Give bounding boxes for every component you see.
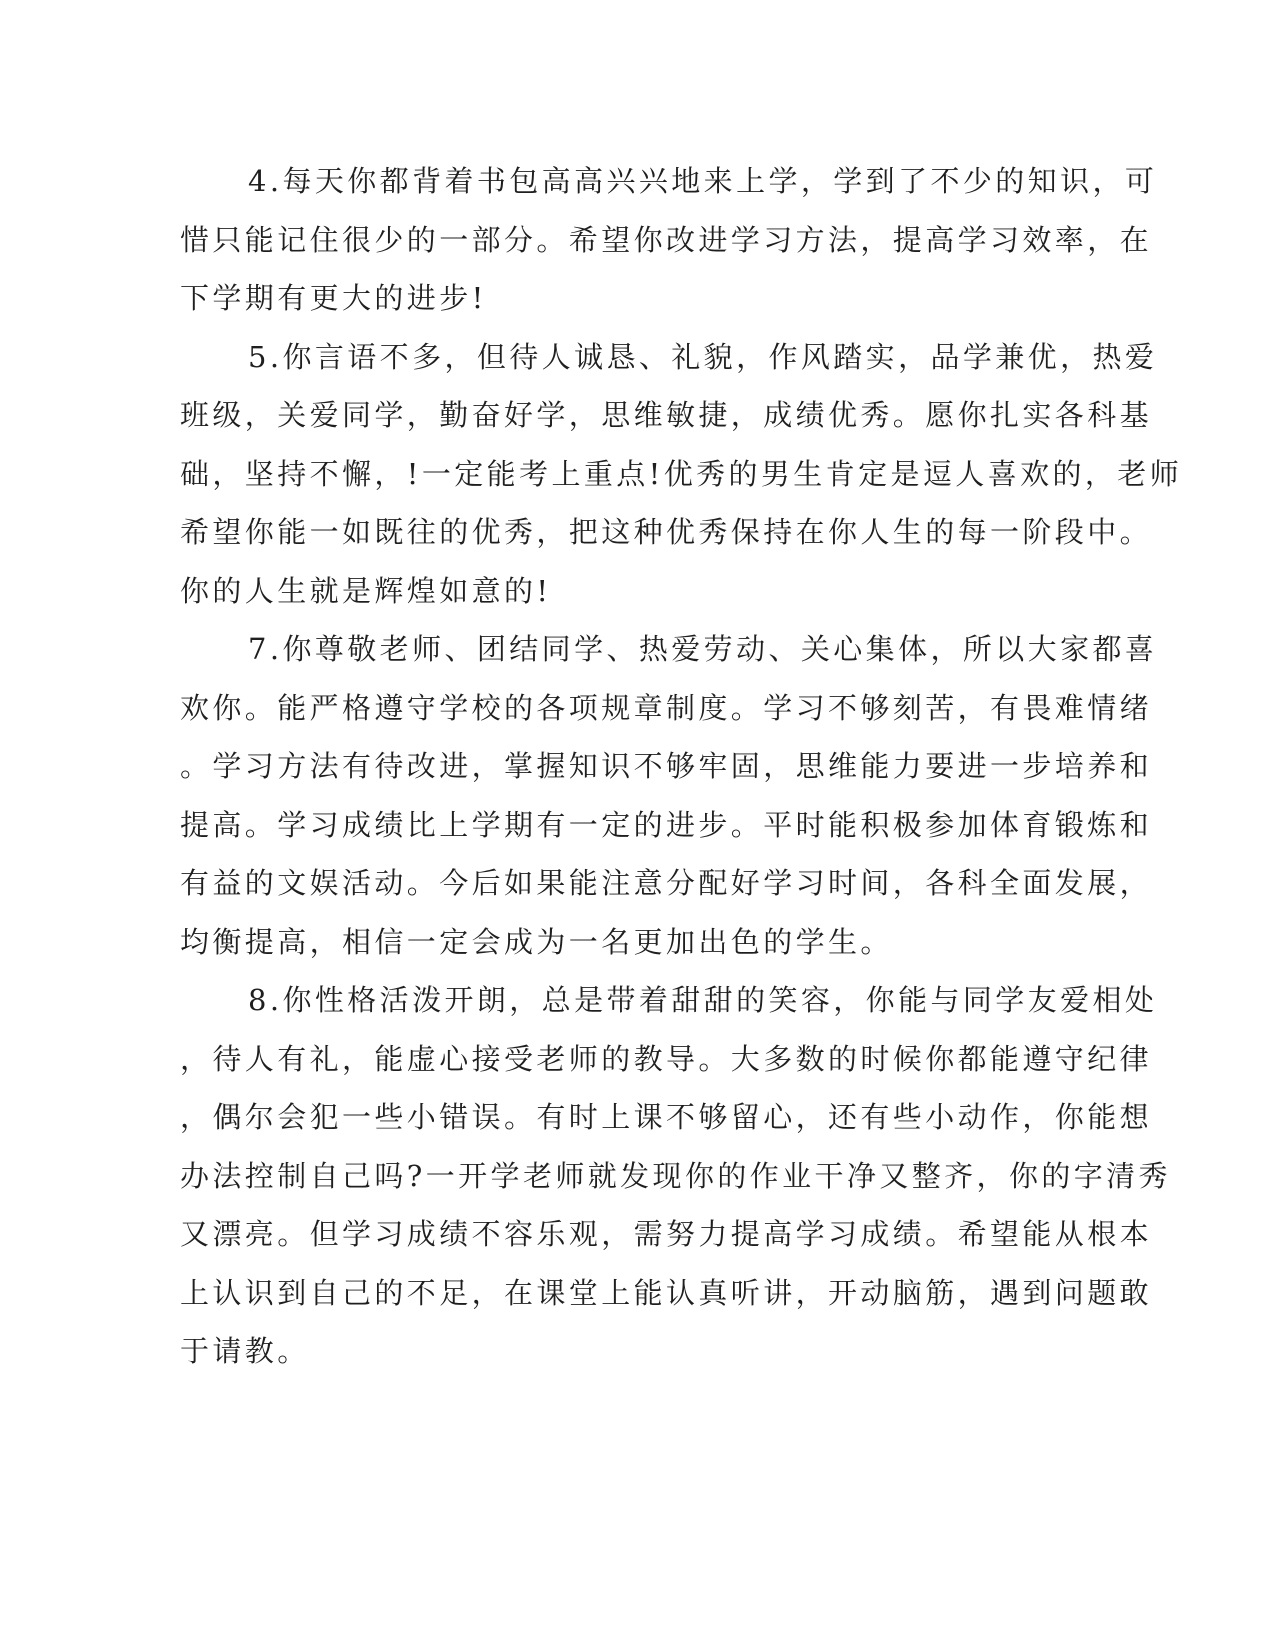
- paragraph-8-line-1: [0, 974, 1275, 1026]
- text-line: 你的人生就是辉煌如意的!: [180, 574, 552, 608]
- paragraph-8-line-3: [0, 1091, 1275, 1143]
- paragraph-8-line-6: [0, 1267, 1275, 1319]
- paragraph-5-line-1: [0, 331, 1275, 383]
- text-line: 7.你尊敬老师、团结同学、热爱劳动、关心集体，所以大家都喜: [248, 632, 1158, 666]
- paragraph-4-line-3: [0, 272, 1275, 324]
- text-line: 均衡提高，相信一定会成为一名更加出色的学生。: [180, 925, 893, 959]
- paragraph-8-line-5: [0, 1208, 1275, 1260]
- text-line: 上认识到自己的不足，在课堂上能认真听讲，开动脑筋，遇到问题敢: [180, 1276, 1153, 1310]
- text-line: 办法控制自己吗?一开学老师就发现你的作业干净又整齐，你的字清秀: [180, 1159, 1171, 1193]
- text-line: 8.你性格活泼开朗，总是带着甜甜的笑容，你能与同学友爱相处: [248, 983, 1158, 1017]
- text-line: ，待人有礼，能虚心接受老师的教导。大多数的时候你都能遵守纪律: [180, 1042, 1153, 1076]
- text-line: 欢你。能严格遵守学校的各项规章制度。学习不够刻苦，有畏难情绪: [180, 691, 1153, 725]
- paragraph-7-line-4: [0, 799, 1275, 851]
- text-line: 5.你言语不多，但待人诚恳、礼貌，作风踏实，品学兼优，热爱: [248, 340, 1158, 374]
- paragraph-8-line-2: [0, 1033, 1275, 1085]
- text-line: 惜只能记住很少的一部分。希望你改进学习方法，提高学习效率，在: [180, 223, 1153, 257]
- text-line: 又漂亮。但学习成绩不容乐观，需努力提高学习成绩。希望能从根本: [180, 1217, 1153, 1251]
- paragraph-7-line-5: [0, 857, 1275, 909]
- text-line: 础，坚持不懈，!一定能考上重点!优秀的男生肯定是逗人喜欢的，老师: [180, 457, 1183, 491]
- text-line: 班级，关爱同学，勤奋好学，思维敏捷，成绩优秀。愿你扎实各科基: [180, 398, 1153, 432]
- paragraph-4-line-2: [0, 214, 1275, 266]
- paragraph-7-line-2: [0, 682, 1275, 734]
- paragraph-8-line-7: [0, 1325, 1275, 1377]
- paragraph-8-line-4: [0, 1150, 1275, 1202]
- paragraph-5-line-5: [0, 565, 1275, 617]
- text-line: 希望你能一如既往的优秀，把这种优秀保持在你人生的每一阶段中。: [180, 515, 1153, 549]
- paragraph-5-line-4: [0, 506, 1275, 558]
- text-line: ，偶尔会犯一些小错误。有时上课不够留心，还有些小动作，你能想: [180, 1100, 1153, 1134]
- text-line: 4.每天你都背着书包高高兴兴地来上学，学到了不少的知识，可: [248, 164, 1158, 198]
- paragraph-7-line-3: [0, 740, 1275, 792]
- text-line: 提高。学习成绩比上学期有一定的进步。平时能积极参加体育锻炼和: [180, 808, 1153, 842]
- text-line: 有益的文娱活动。今后如果能注意分配好学习时间，各科全面发展，: [180, 866, 1153, 900]
- paragraph-7-line-6: [0, 916, 1275, 968]
- text-line: 下学期有更大的进步!: [180, 281, 487, 315]
- paragraph-4-line-1: [0, 155, 1275, 207]
- paragraph-7-line-1: [0, 623, 1275, 675]
- paragraph-5-line-2: [0, 389, 1275, 441]
- text-line: 于请教。: [180, 1334, 310, 1368]
- text-line: 。学习方法有待改进，掌握知识不够牢固，思维能力要进一步培养和: [180, 749, 1153, 783]
- paragraph-5-line-3: [0, 448, 1275, 500]
